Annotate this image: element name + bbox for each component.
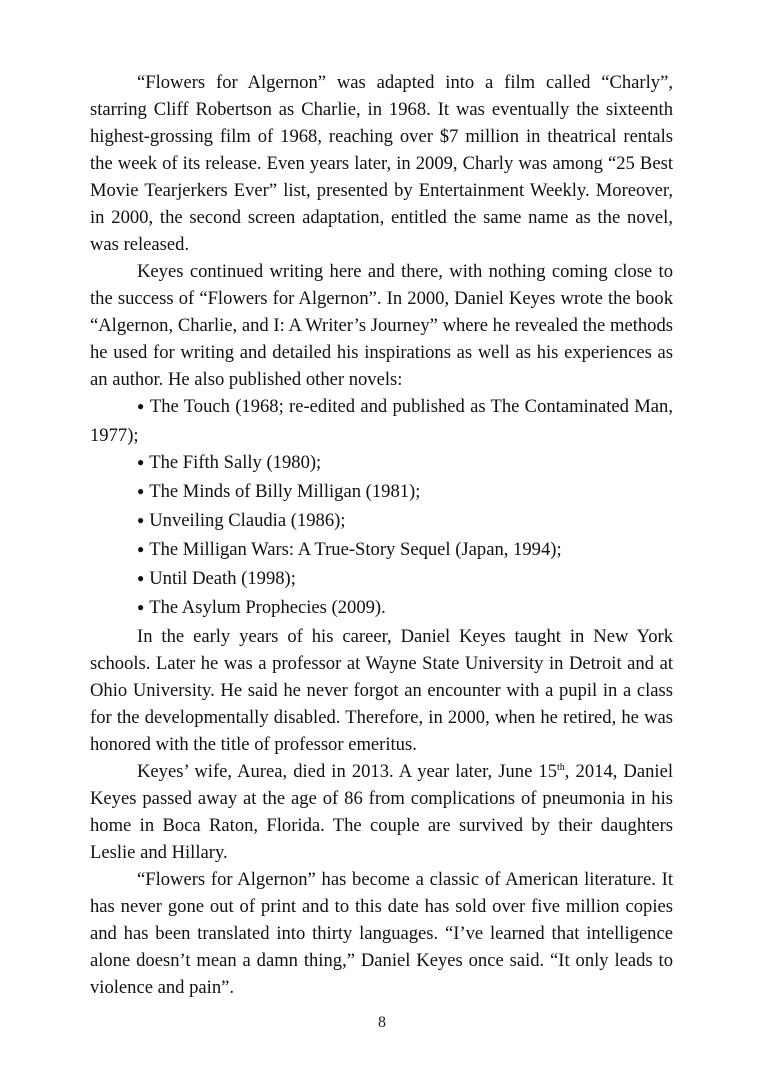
paragraph-later-writing: Keyes continued writing here and there, with nothing coming close to the success of “Flowers for Algernon”. In 2000, Daniel Keyes wrote the book “Algernon, Charlie, and I: A Writer’s Journey” where he revealed the methods he used for writing and detailed his inspirations as well as his experiences as an author. He also published other novels:: [90, 261, 673, 390]
paragraph-legacy: “Flowers for Algernon” has become a classic of American literature. It has never gone out of print and to this date has sold over five million copies and has been translated into thirty languages. “I’ve learned that intelligence alone doesn’t mean a damn thing,” Daniel Keyes once said. “It only leads to violence and pain”.: [90, 869, 673, 998]
list-item: ● The Asylum Prophecies (2009).: [137, 597, 386, 618]
bullet-icon: ●: [137, 484, 145, 498]
bullet-icon: ●: [137, 600, 145, 614]
list-item: ● Unveiling Claudia (1986);: [137, 510, 346, 531]
list-item: ● The Milligan Wars: A True-Story Sequel (Japan, 1994);: [137, 539, 562, 560]
page-number: 8: [378, 1014, 386, 1031]
ordinal-superscript: th: [557, 762, 565, 773]
bullet-icon: ●: [137, 571, 145, 585]
bullet-icon: ●: [137, 542, 145, 556]
document-page: [90, 69, 673, 1001]
paragraph-teaching-career: In the early years of his career, Daniel Keyes taught in New York schools. Later he was a professor at Wayne State University in Detroit and at Ohio University. He said he never forgot an encounter with a pupil in a class for the developmentally disabled. Therefore, in 2000, when he retired, he was honored with the title of professor emeritus.: [90, 626, 673, 755]
list-item: ● The Touch (1968; re-edited and published as The Contaminated Man, 1977);: [90, 396, 673, 446]
list-item: ● The Minds of Billy Milligan (1981);: [137, 481, 421, 502]
list-item: ● The Fifth Sally (1980);: [137, 452, 322, 473]
bullet-icon: ●: [137, 455, 145, 469]
bullet-icon: ●: [137, 399, 145, 413]
paragraph-death: Keyes’ wife, Aurea, died in 2013. A year later, June 15th, 2014, Daniel Keyes passed away at the age of 86 from complications of pneumonia in his home in Boca Raton, Florida. The couple are survived by their daughters Leslie and Hillary.: [90, 761, 673, 863]
bullet-icon: ●: [137, 513, 145, 527]
novels-list: [90, 393, 673, 623]
list-item: ● Until Death (1998);: [137, 568, 296, 589]
paragraph-film-adaptation: “Flowers for Algernon” was adapted into a film called “Charly”, starring Cliff Robertson as Charlie, in 1968. It was eventually the sixteenth highest-grossing film of 1968, reaching over $7 million in theatrical rentals the week of its release. Even years later, in 2009, Charly was among “25 Best Movie Tearjerkers Ever” list, presented by Entertainment Weekly. Moreover, in 2000, the second screen adaptation, entitled the same name as the novel, was released.: [90, 72, 673, 255]
